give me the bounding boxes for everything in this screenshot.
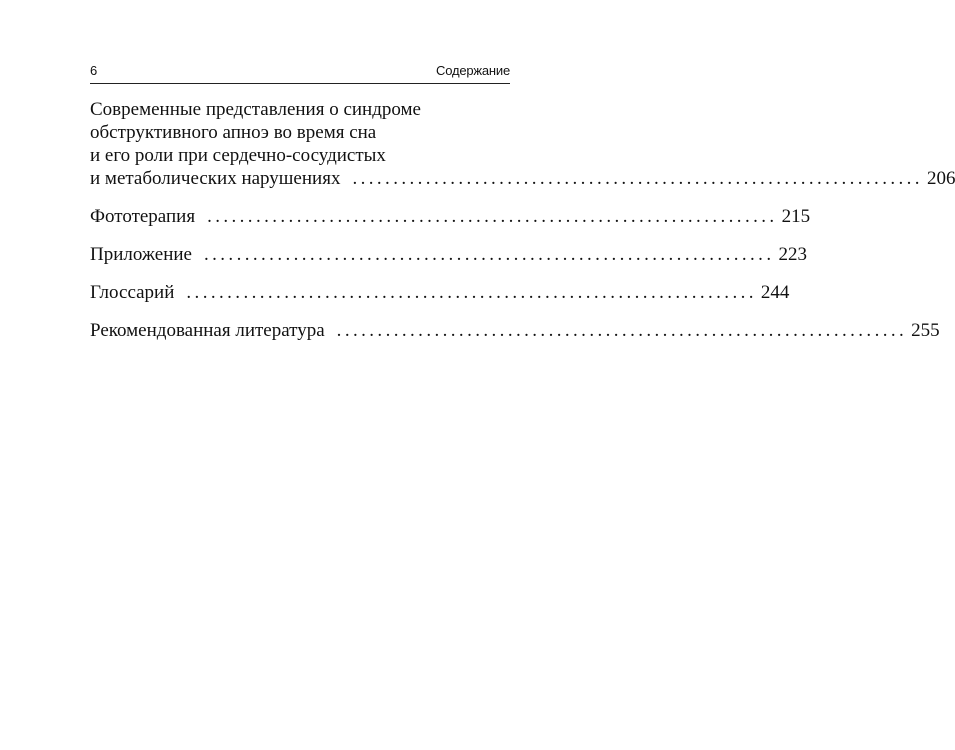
toc-entry [90,243,807,266]
page-header [90,61,510,84]
toc-entry-page: 206 [926,168,955,189]
toc-entry-page: 255 [911,320,940,341]
toc-entry-last-line [90,319,940,342]
toc-entry [90,281,790,304]
page-number: 6 [90,63,98,78]
running-head: Содержание [436,63,510,78]
table-of-contents [90,98,955,357]
toc-dot-leader: ...................................................................... [352,168,923,189]
toc-entry-last-line [90,205,811,228]
toc-entry-page: 215 [781,206,811,227]
toc-dot-leader: ...................................................................... [203,244,775,265]
toc-entry-title-line: Глоссарий [90,282,175,303]
toc-entry [90,319,940,342]
toc-entry-title-line: Приложение [90,244,192,265]
toc-entry-title-line: Современные представления о синдроме [90,99,421,120]
toc-entry-title-line: и метаболических нарушениях [90,168,341,189]
toc-entry-title-line: Рекомендованная литература [90,320,325,341]
toc-dot-leader: ...................................................................... [207,206,778,227]
toc-entry-page: 244 [760,282,790,303]
toc-entry-title-line: и его роли при сердечно-сосудистых [90,145,386,166]
toc-dot-leader: ...................................................................... [336,320,908,341]
toc-entry [90,98,955,190]
toc-entry [90,205,811,228]
toc-entry-last-line [90,243,807,266]
toc-entry-last-line [90,167,955,190]
toc-entry-title-line: обструктивного апноэ во время сна [90,122,377,143]
toc-entry-page: 223 [778,244,807,265]
toc-dot-leader: ...................................................................... [186,282,757,303]
toc-entry-last-line [90,281,790,304]
toc-entry-title-line: Фототерапия [90,206,196,227]
